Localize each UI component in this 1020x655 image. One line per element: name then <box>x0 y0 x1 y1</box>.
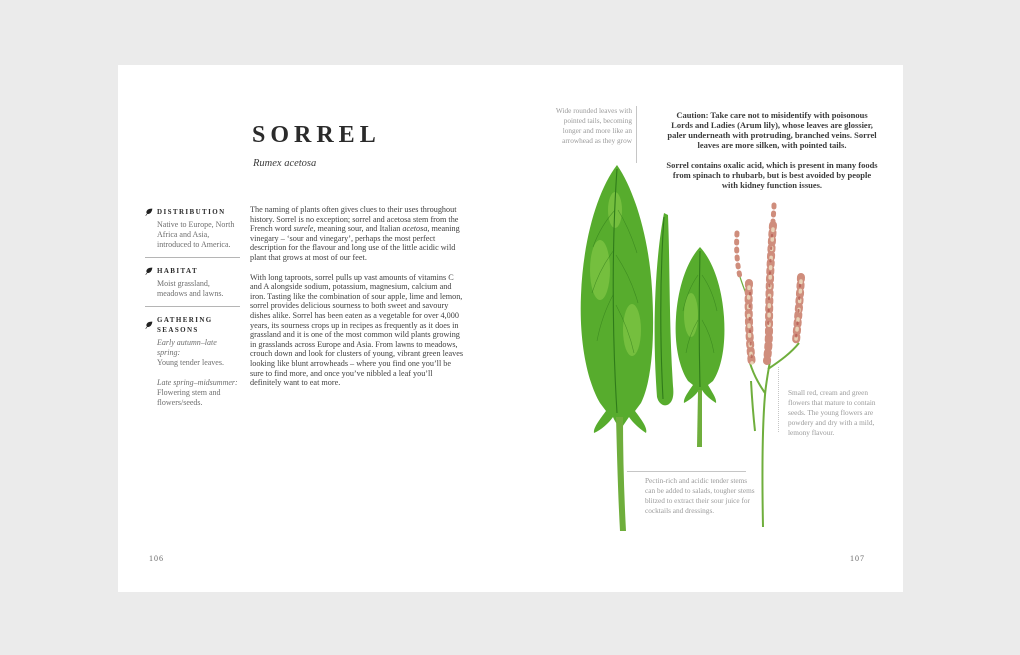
caution-paragraph-1: Caution: Take care not to misidentify with poisonous Lords and Ladies (Arum lily), whose leaves are glossier, paler underneath with protruding, branched veins. Sorrel leaves are more silken, with pointed tails. <box>667 110 877 150</box>
leaf-icon <box>145 267 153 275</box>
caution-paragraph-2: Sorrel contains oxalic acid, which is present in many foods from spinach to rhubarb, but is best avoided by people with kidney function issues. <box>666 160 878 190</box>
sidebar-divider <box>145 257 240 258</box>
intro-text <box>250 205 465 398</box>
sidebar-section-gathering-seasons <box>145 315 240 408</box>
flower-annotation-line <box>778 367 779 432</box>
leaf-icon <box>145 208 153 216</box>
sidebar-text: Moist grassland, meadows and lawns. <box>157 279 224 298</box>
sidebar <box>145 207 240 418</box>
gathering-entry <box>157 338 240 368</box>
page-number-right: 107 <box>850 554 865 563</box>
gathering-season: Early autumn–late spring: <box>157 338 217 357</box>
leaf-icon <box>145 321 153 329</box>
sidebar-section-distribution <box>145 207 240 258</box>
intro-paragraph-2: With long taproots, sorrel pulls up vast amounts of vitamins C and A alongside sodium, potassium, magnesium, calcium and iron. Tasting like the combination of sour apple, lime and lemon, sorrel provides delicious sourness to both sweet and savoury dishes alike. Sorrel has been eaten as a vegetable for over 4,000 years, its sourness crops up in recipes as frequently as it does in grassland and it is one of the most common wild plants growing in grasslands across Europe and Asia. From lawns to meadows, crouch down and look for clusters of young, vibrant green leaves looking like blunt arrowheads – where you find one you’ll be sure to find more, and once you’ve nibbled a leaf you’ll definitely want to eat more. <box>250 272 464 388</box>
sorrel-leaf-folded <box>655 213 674 405</box>
gathering-season: Late spring–midsummer: <box>157 378 238 387</box>
sorrel-leaf-large <box>581 165 653 531</box>
gathering-item: Flowering stem and flowers/seeds. <box>157 388 221 407</box>
gathering-item: Young tender leaves. <box>157 358 224 367</box>
sidebar-section-habitat <box>145 266 240 307</box>
sidebar-heading: HABITAT <box>157 267 199 275</box>
sidebar-heading: DISTRIBUTION <box>157 208 226 216</box>
sidebar-divider <box>145 306 240 307</box>
page-number-left: 106 <box>149 554 164 563</box>
intro-paragraph-1: The naming of plants often gives clues to their uses throughout history. Sorrel is no exception; sorrel and acetosa stem from the French word surele, meaning sour, and Italian acetosa, meaning vinegary – ‘sour and vinegary’, perhaps the most perfect description for the flavour and long use of the little acidic wild plant that grows at most of our feet. <box>250 205 460 262</box>
flower-annotation: Small red, cream and green flowers that mature to contain seeds. The young flowers are powdery and dry with a mild, lemony flavour. <box>788 388 876 437</box>
stem-annotation-line <box>627 471 746 472</box>
sidebar-text: Native to Europe, North Africa and Asia, introduced to America. <box>157 220 235 249</box>
stem-annotation: Pectin-rich and acidic tender stems can be added to salads, tougher stems blitzed to extract their sour juice for cocktails and dressings. <box>645 476 755 515</box>
latin-name: Rumex acetosa <box>253 158 317 169</box>
gathering-entry <box>157 378 240 408</box>
leaf-annotation: Wide rounded leaves with pointed tails, becoming longer and more like an arrowhead as they grow <box>555 106 632 145</box>
sidebar-heading: GATHERING SEASONS <box>157 316 213 334</box>
page-title: SORREL <box>252 122 381 148</box>
sorrel-leaf-young <box>676 247 725 447</box>
book-spread <box>118 65 903 592</box>
